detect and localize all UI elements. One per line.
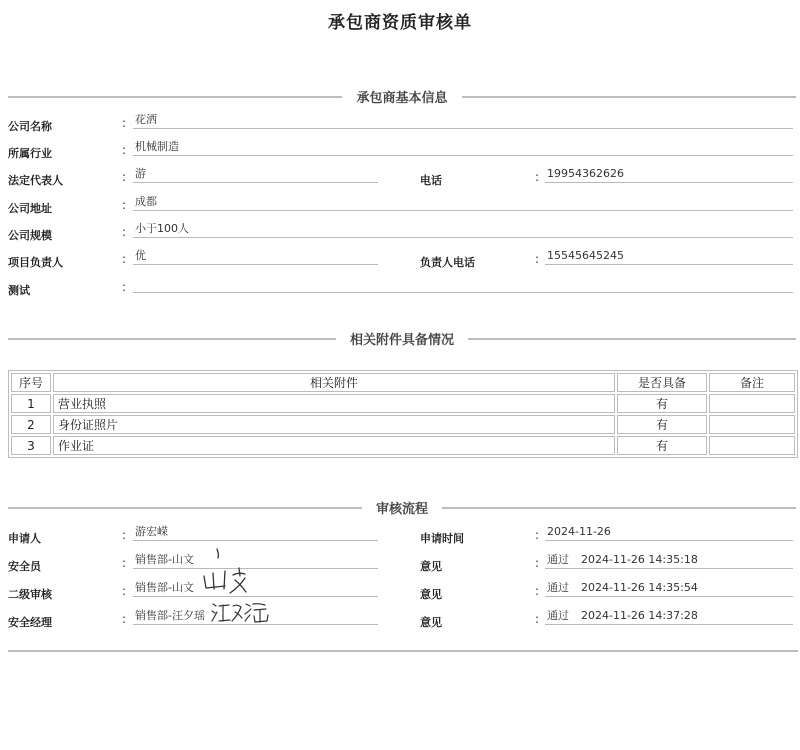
- company-name-field: 花洒: [133, 113, 793, 129]
- table-row: [11, 394, 795, 413]
- colon: :: [122, 612, 127, 626]
- row-no: 3: [11, 436, 51, 455]
- section-review-title: 审核流程: [362, 502, 442, 517]
- row-attachment: 身份证照片: [53, 415, 615, 434]
- scale-label: 公司规模: [8, 229, 52, 242]
- colon: :: [122, 556, 127, 570]
- colon: :: [535, 584, 540, 598]
- row-no: 1: [11, 394, 51, 413]
- colon: :: [122, 225, 127, 239]
- table-row: [11, 436, 795, 455]
- phone-field: 19954362626: [545, 167, 793, 183]
- phone-label: 电话: [420, 174, 442, 187]
- colon: :: [122, 198, 127, 212]
- colon: :: [535, 528, 540, 542]
- step-1-opinion-label: 意见: [420, 560, 442, 573]
- signature-shanwen-image: [195, 545, 265, 605]
- step-2-result: 通过: [547, 581, 569, 594]
- form-title: 承包商资质审核单: [328, 13, 472, 33]
- step-2-time: 2024-11-26 14:35:54: [581, 581, 698, 594]
- section-attachments-title: 相关附件具备情况: [336, 333, 468, 348]
- step-1-result: 通过: [547, 553, 569, 566]
- table-row: [11, 415, 795, 434]
- table-header-row: [11, 373, 795, 392]
- step-2-person-field: 销售部-山文: [133, 581, 378, 597]
- step-2-opinion-label: 意见: [420, 588, 442, 601]
- col-header-no: 序号: [11, 373, 51, 392]
- col-header-has: 是否具备: [617, 373, 707, 392]
- colon: :: [122, 116, 127, 130]
- step-3-opinion-field: [545, 609, 793, 625]
- step-3-result: 通过: [547, 609, 569, 622]
- section-basic-info: [8, 88, 796, 104]
- colon: :: [122, 143, 127, 157]
- apply-time-field: 2024-11-26: [545, 525, 793, 541]
- section-review: [8, 499, 796, 515]
- legal-rep-field: 游: [133, 167, 378, 183]
- row-has: 有: [617, 436, 707, 455]
- step-3-label: 安全经理: [8, 616, 52, 629]
- address-label: 公司地址: [8, 202, 52, 215]
- colon: :: [122, 584, 127, 598]
- step-3-time: 2024-11-26 14:37:28: [581, 609, 698, 622]
- step-1-person-field: 销售部-山文: [133, 553, 378, 569]
- step-2-label: 二级审核: [8, 588, 52, 601]
- col-header-attachment: 相关附件: [53, 373, 615, 392]
- apply-time-label: 申请时间: [420, 532, 464, 545]
- row-has: 有: [617, 415, 707, 434]
- bottom-divider: [8, 650, 798, 652]
- step-3-opinion-label: 意见: [420, 616, 442, 629]
- lead-phone-label: 负责人电话: [420, 256, 475, 269]
- colon: :: [535, 556, 540, 570]
- row-attachment: 营业执照: [53, 394, 615, 413]
- test-label: 测试: [8, 284, 30, 297]
- applicant-label: 申请人: [8, 532, 41, 545]
- row-attachment: 作业证: [53, 436, 615, 455]
- address-field: 成都: [133, 195, 793, 211]
- industry-field: 机械制造: [133, 140, 793, 156]
- industry-label: 所属行业: [8, 147, 52, 160]
- scale-field: 小于100人: [133, 222, 793, 238]
- row-note: [709, 415, 795, 434]
- section-attachments: [8, 330, 796, 346]
- step-1-label: 安全员: [8, 560, 41, 573]
- colon: :: [535, 170, 540, 184]
- step-1-time: 2024-11-26 14:35:18: [581, 553, 698, 566]
- step-1-opinion-field: [545, 553, 793, 569]
- row-no: 2: [11, 415, 51, 434]
- lead-phone-field: 15545645245: [545, 249, 793, 265]
- step-2-opinion-field: [545, 581, 793, 597]
- applicant-field: 游宏嵘: [133, 525, 378, 541]
- colon: :: [535, 252, 540, 266]
- colon: :: [535, 612, 540, 626]
- attachments-table: [8, 370, 798, 458]
- colon: :: [122, 252, 127, 266]
- test-field: [133, 277, 793, 293]
- project-lead-field: 优: [133, 249, 378, 265]
- company-name-label: 公司名称: [8, 120, 52, 133]
- row-note: [709, 436, 795, 455]
- step-3-person-field: 销售部-汪夕瑶: [133, 609, 378, 625]
- colon: :: [122, 528, 127, 542]
- colon: :: [122, 280, 127, 294]
- row-has: 有: [617, 394, 707, 413]
- colon: :: [122, 170, 127, 184]
- section-basic-info-title: 承包商基本信息: [342, 91, 461, 106]
- col-header-note: 备注: [709, 373, 795, 392]
- signature-wangxiyao-image: [210, 597, 274, 627]
- row-note: [709, 394, 795, 413]
- project-lead-label: 项目负责人: [8, 256, 63, 269]
- legal-rep-label: 法定代表人: [8, 174, 63, 187]
